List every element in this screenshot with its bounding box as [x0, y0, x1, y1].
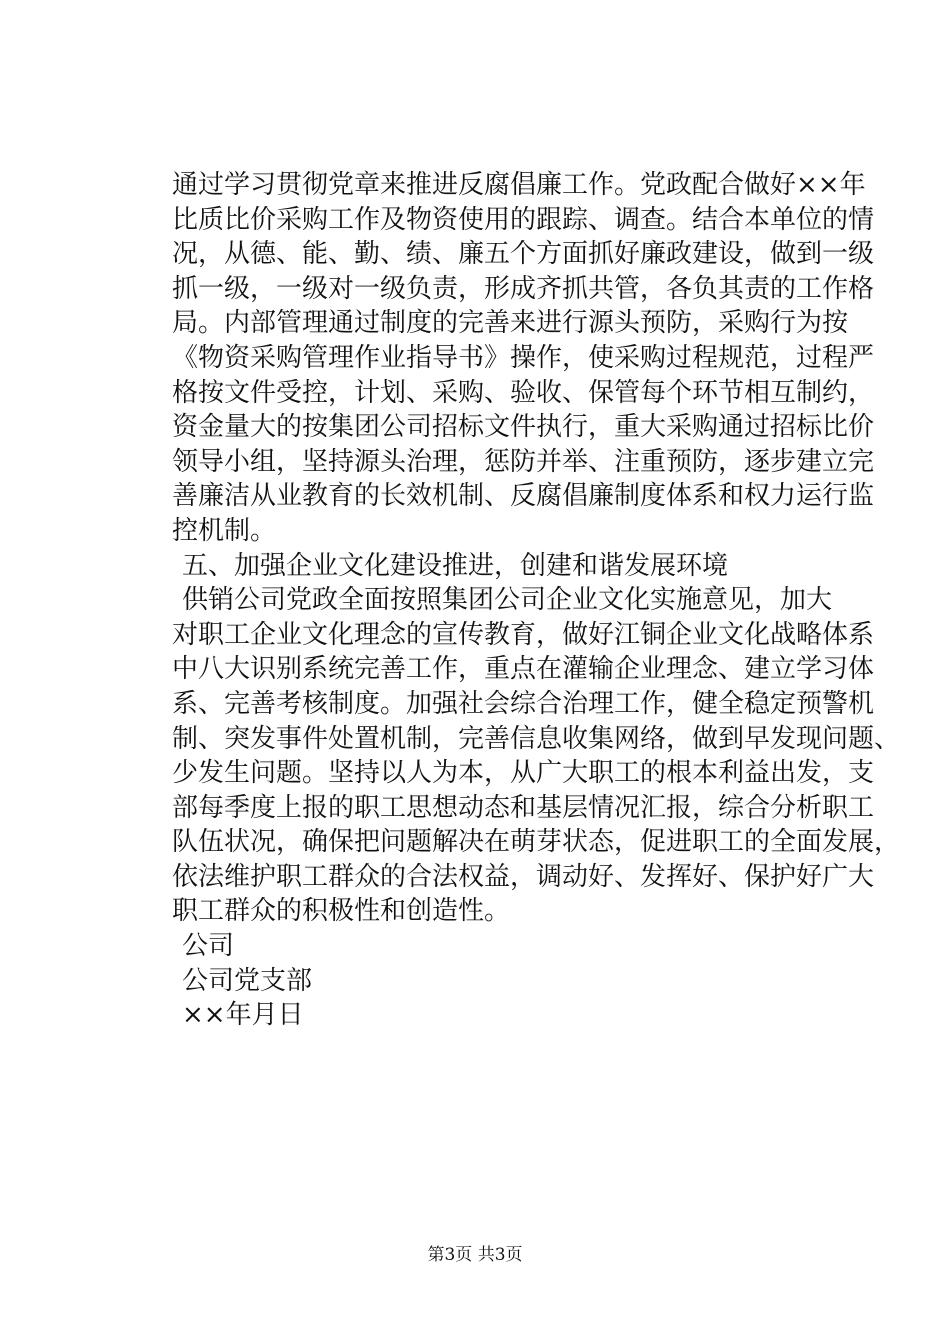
paragraph-line: 抓一级，一级对一级负责，形成齐抓共管，各负其责的工作格 [172, 273, 875, 304]
paragraph-line: 系、完善考核制度。加强社会综合治理工作，健全稳定预警机 [172, 688, 875, 719]
signature-branch: 公司党支部 [182, 965, 313, 996]
page-footer [0, 1244, 950, 1266]
document-body [172, 168, 901, 1033]
paragraph-line: 局。内部管理通过制度的完善来进行源头预防，采购行为按 [172, 308, 849, 339]
paragraph-line: 控机制。 [172, 515, 277, 546]
paragraph-line: 格按文件受控，计划、采购、验收、保管每个环节相互制约， [172, 377, 875, 408]
paragraph-line: 况，从德、能、勤、绩、廉五个方面抓好廉政建设，做到一级 [172, 239, 875, 270]
paragraph-line: 供销公司党政全面按照集团公司企业文化实施意见，加大 [182, 585, 833, 616]
paragraph-line: 资金量大的按集团公司招标文件执行，重大采购通过招标比价 [172, 412, 875, 443]
paragraph-line: 通过学习贯彻党章来推进反腐倡廉工作。党政配合做好××年 [172, 170, 866, 200]
paragraph-line: 中八大识别系统完善工作，重点在灌输企业理念、建立学习体 [172, 654, 875, 685]
signature-company: 公司 [182, 931, 235, 962]
paragraph-line: 部每季度上报的职工思想动态和基层情况汇报，综合分析职工 [172, 792, 875, 823]
page-number-label: 第3页 共3页 [427, 1245, 523, 1265]
paragraph-line: 对职工企业文化理念的宣传教育，做好江铜企业文化战略体系 [172, 619, 875, 650]
paragraph-line: 领导小组，坚持源头治理，惩防并举、注重预防，逐步建立完 [172, 446, 875, 477]
paragraph-line: 依法维护职工群众的合法权益，调动好、发挥好、保护好广大 [172, 861, 875, 892]
paragraph-line: 比质比价采购工作及物资使用的跟踪、调查。结合本单位的情 [172, 204, 875, 235]
paragraph-line: 制、突发事件处置机制，完善信息收集网络，做到早发现问题、 [172, 723, 901, 754]
paragraph-line: 职工群众的积极性和创造性。 [172, 896, 511, 927]
paragraph-line: 队伍状况，确保把问题解决在萌芽状态，促进职工的全面发展， [172, 827, 901, 858]
paragraph-line: 《物资采购管理作业指导书》操作，使采购过程规范，过程严 [172, 342, 875, 373]
section-heading: 五、加强企业文化建设推进，创建和谐发展环境 [182, 550, 729, 581]
paragraph-line: 善廉洁从业教育的长效机制、反腐倡廉制度体系和权力运行监 [172, 481, 875, 512]
signature-date: ××年月日 [182, 1000, 304, 1031]
paragraph-line: 少发生问题。坚持以人为本，从广大职工的根本利益出发，支 [172, 758, 875, 789]
